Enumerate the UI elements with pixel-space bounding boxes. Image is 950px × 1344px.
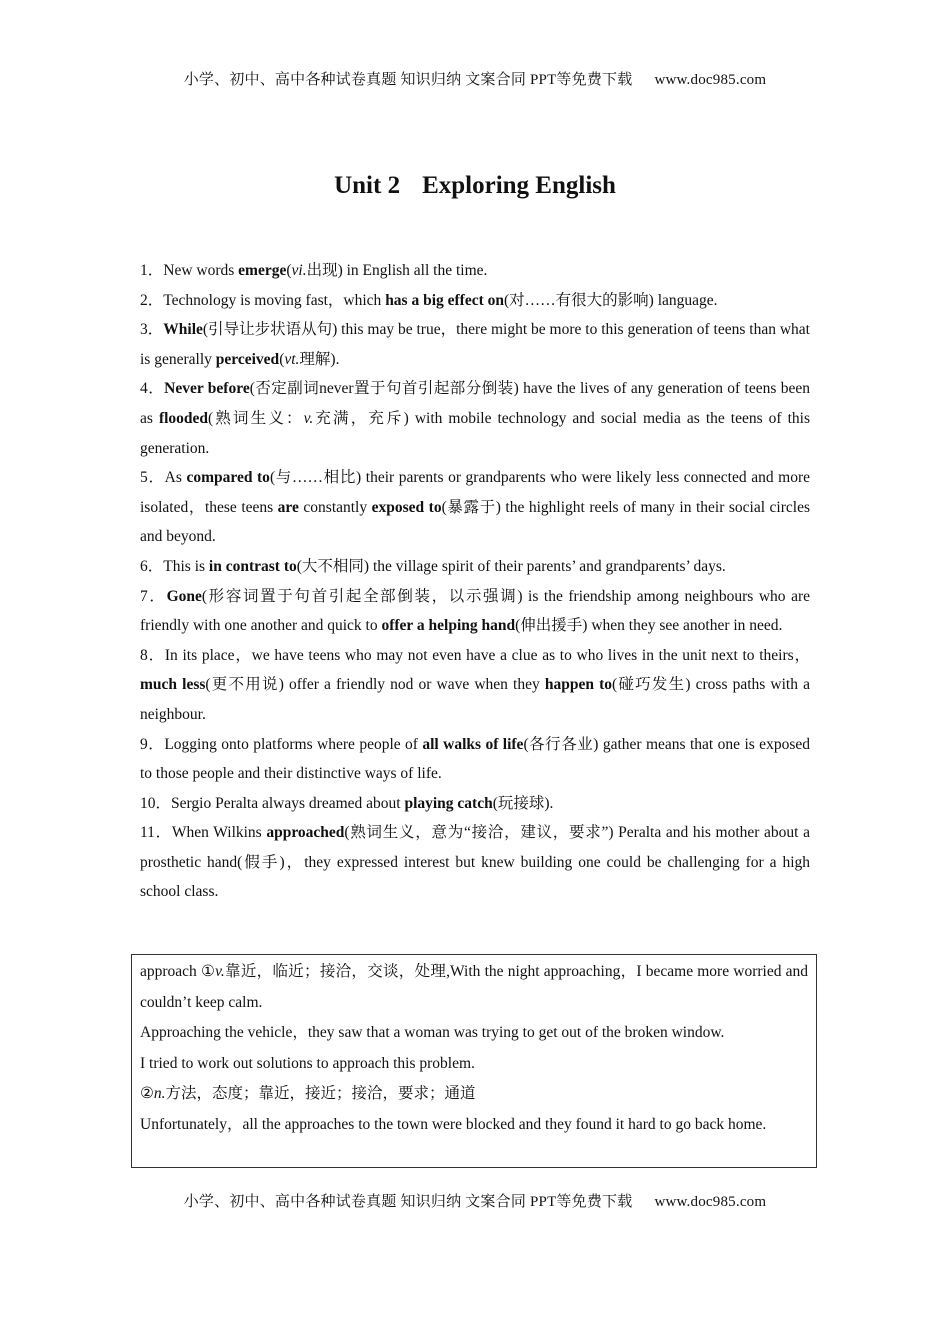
item-number: 10． bbox=[140, 794, 172, 812]
key-phrase: perceived bbox=[215, 350, 280, 368]
key-phrase: are bbox=[277, 498, 299, 516]
sentence-text: 理解). bbox=[299, 350, 340, 368]
note-line bbox=[140, 1110, 808, 1141]
sentence-item bbox=[140, 641, 810, 730]
part-of-speech: n. bbox=[153, 1085, 166, 1102]
sentence-text: (玩接球). bbox=[492, 794, 554, 812]
sentence-text: (暴露于) the highlight reels of many in their social circles and beyond. bbox=[140, 498, 811, 546]
unit-name: Exploring English bbox=[422, 172, 616, 199]
key-phrase: compared to bbox=[186, 469, 270, 487]
vocabulary-note-box bbox=[131, 954, 817, 1168]
note-line bbox=[140, 1049, 808, 1080]
sentence-text: constantly bbox=[298, 498, 372, 516]
sentence-text: Technology is moving fast，which bbox=[163, 291, 386, 309]
sentence-text: (碰巧发生) cross paths with a neighbour. bbox=[140, 676, 810, 723]
note-line bbox=[140, 957, 808, 1018]
sentence-text: Approaching the vehicle，they saw that a woman was trying to get out of the broken window. bbox=[140, 1024, 725, 1041]
item-number: 1． bbox=[140, 262, 164, 279]
key-phrase: exposed to bbox=[371, 498, 442, 516]
sentence-text: (熟词生义： bbox=[208, 409, 304, 427]
sentence-item bbox=[140, 789, 810, 819]
sentence-text: (更不用说) offer a friendly nod or wave when they bbox=[205, 676, 545, 694]
sentence-text: (与……相比) their parents or grandparents who were likely less connected and more isolated，these teens bbox=[140, 469, 810, 516]
key-phrase: flooded bbox=[158, 409, 209, 427]
sentence-text: 方法，态度；靠近，接近；接洽，要求；通道 bbox=[165, 1085, 476, 1102]
sentence-text: (大不相同) the village spirit of their parents’ and grandparents’ days. bbox=[296, 557, 726, 575]
footer-site-link[interactable]: www.doc985.com bbox=[654, 1194, 767, 1210]
sentence-text: Sergio Peralta always dreamed about bbox=[171, 794, 405, 812]
part-of-speech: v. bbox=[215, 963, 225, 980]
sentence-text: (引导让步状语从句) this may be true，there might be more to this generation of teens than what is generally bbox=[140, 321, 810, 368]
key-phrase: playing catch bbox=[404, 794, 493, 812]
sentence-item bbox=[140, 286, 810, 316]
sentence-item bbox=[140, 315, 810, 374]
sentence-text: 靠近，临近；接洽，交谈，处理,With the night approaching，I became more worried and couldn’t keep calm. bbox=[140, 963, 809, 1011]
sentence-text: ② bbox=[140, 1085, 154, 1102]
key-phrase: all walks of life bbox=[422, 735, 524, 753]
sentence-text: ( bbox=[279, 350, 285, 368]
item-number: 11． bbox=[140, 824, 172, 842]
item-number: 4． bbox=[140, 380, 165, 398]
sentence-item bbox=[140, 552, 810, 582]
sentence-item bbox=[140, 463, 810, 552]
item-number: 7． bbox=[140, 587, 167, 605]
sentence-item bbox=[140, 256, 810, 286]
sentence-list bbox=[140, 256, 810, 907]
item-number: 5． bbox=[140, 469, 165, 487]
sentence-text: (伸出援手) when they see another in need. bbox=[515, 617, 783, 635]
page-footer bbox=[0, 1190, 950, 1211]
item-number: 8． bbox=[140, 646, 165, 664]
sentence-text: 充满，充斥) with mobile technology and social media as the teens of this generation. bbox=[140, 409, 810, 457]
part-of-speech: vi. bbox=[291, 262, 307, 279]
page-title bbox=[0, 172, 950, 200]
key-phrase: much less bbox=[140, 676, 206, 694]
note-line bbox=[140, 1018, 808, 1049]
sentence-text: Logging onto platforms where people of bbox=[164, 735, 423, 753]
key-phrase: While bbox=[163, 321, 203, 339]
footer-text: 小学、初中、高中各种试卷真题 知识归纳 文案合同 PPT等免费下载 bbox=[183, 1194, 633, 1210]
sentence-item bbox=[140, 582, 810, 641]
sentence-text: New words bbox=[163, 262, 239, 279]
key-phrase: approached bbox=[266, 824, 345, 842]
sentence-text: (否定副词never置于句首引起部分倒装) have the lives of any generation of teens been as bbox=[140, 380, 810, 427]
key-phrase: emerge bbox=[238, 262, 287, 279]
part-of-speech: v. bbox=[303, 409, 314, 427]
sentence-text: (形容词置于句首引起全部倒装，以示强调) is the friendship among neighbours who are friendly with one another and quick to bbox=[140, 587, 810, 635]
sentence-text: In its place，we have teens who may not even have a clue as to who lives in the unit next to theirs， bbox=[164, 646, 810, 664]
sentence-text: approach ① bbox=[140, 963, 216, 980]
key-phrase: Never before bbox=[164, 380, 250, 398]
key-phrase: offer a helping hand bbox=[381, 617, 516, 635]
sentence-text: When Wilkins bbox=[171, 824, 267, 842]
item-number: 9． bbox=[140, 735, 165, 753]
sentence-text: (熟词生义，意为“接洽，建议，要求”) Peralta and his mother about a prosthetic hand(假手)，they expressed interest but knew building one could be challenging for a high school class. bbox=[140, 824, 810, 901]
item-number: 2． bbox=[140, 291, 164, 309]
key-phrase: in contrast to bbox=[208, 557, 297, 575]
sentence-text: Unfortunately，all the approaches to the town were blocked and they found it hard to go back home. bbox=[140, 1115, 767, 1133]
sentence-text: As bbox=[164, 469, 187, 487]
sentence-item bbox=[140, 730, 810, 789]
sentence-text: (对……有很大的影响) language. bbox=[504, 291, 718, 309]
sentence-text: (各行各业) gather means that one is exposed to those people and their distinctive ways of life. bbox=[140, 735, 810, 783]
key-phrase: Gone bbox=[166, 587, 202, 605]
sentence-text: 出现) in English all the time. bbox=[306, 262, 488, 279]
key-phrase: has a big effect on bbox=[385, 291, 505, 309]
item-number: 6． bbox=[140, 557, 164, 575]
part-of-speech: vt. bbox=[284, 350, 300, 368]
note-line bbox=[140, 1079, 808, 1110]
page-header bbox=[0, 68, 950, 89]
sentence-item bbox=[140, 818, 810, 907]
sentence-item bbox=[140, 374, 810, 463]
item-number: 3． bbox=[140, 321, 164, 339]
header-text: 小学、初中、高中各种试卷真题 知识归纳 文案合同 PPT等免费下载 bbox=[183, 72, 633, 88]
sentence-text: This is bbox=[163, 557, 209, 575]
key-phrase: happen to bbox=[544, 676, 612, 694]
header-site-link[interactable]: www.doc985.com bbox=[654, 72, 767, 88]
unit-label: Unit 2 bbox=[334, 172, 401, 199]
sentence-text: I tried to work out solutions to approach this problem. bbox=[140, 1054, 475, 1072]
sentence-text: ( bbox=[286, 262, 292, 279]
